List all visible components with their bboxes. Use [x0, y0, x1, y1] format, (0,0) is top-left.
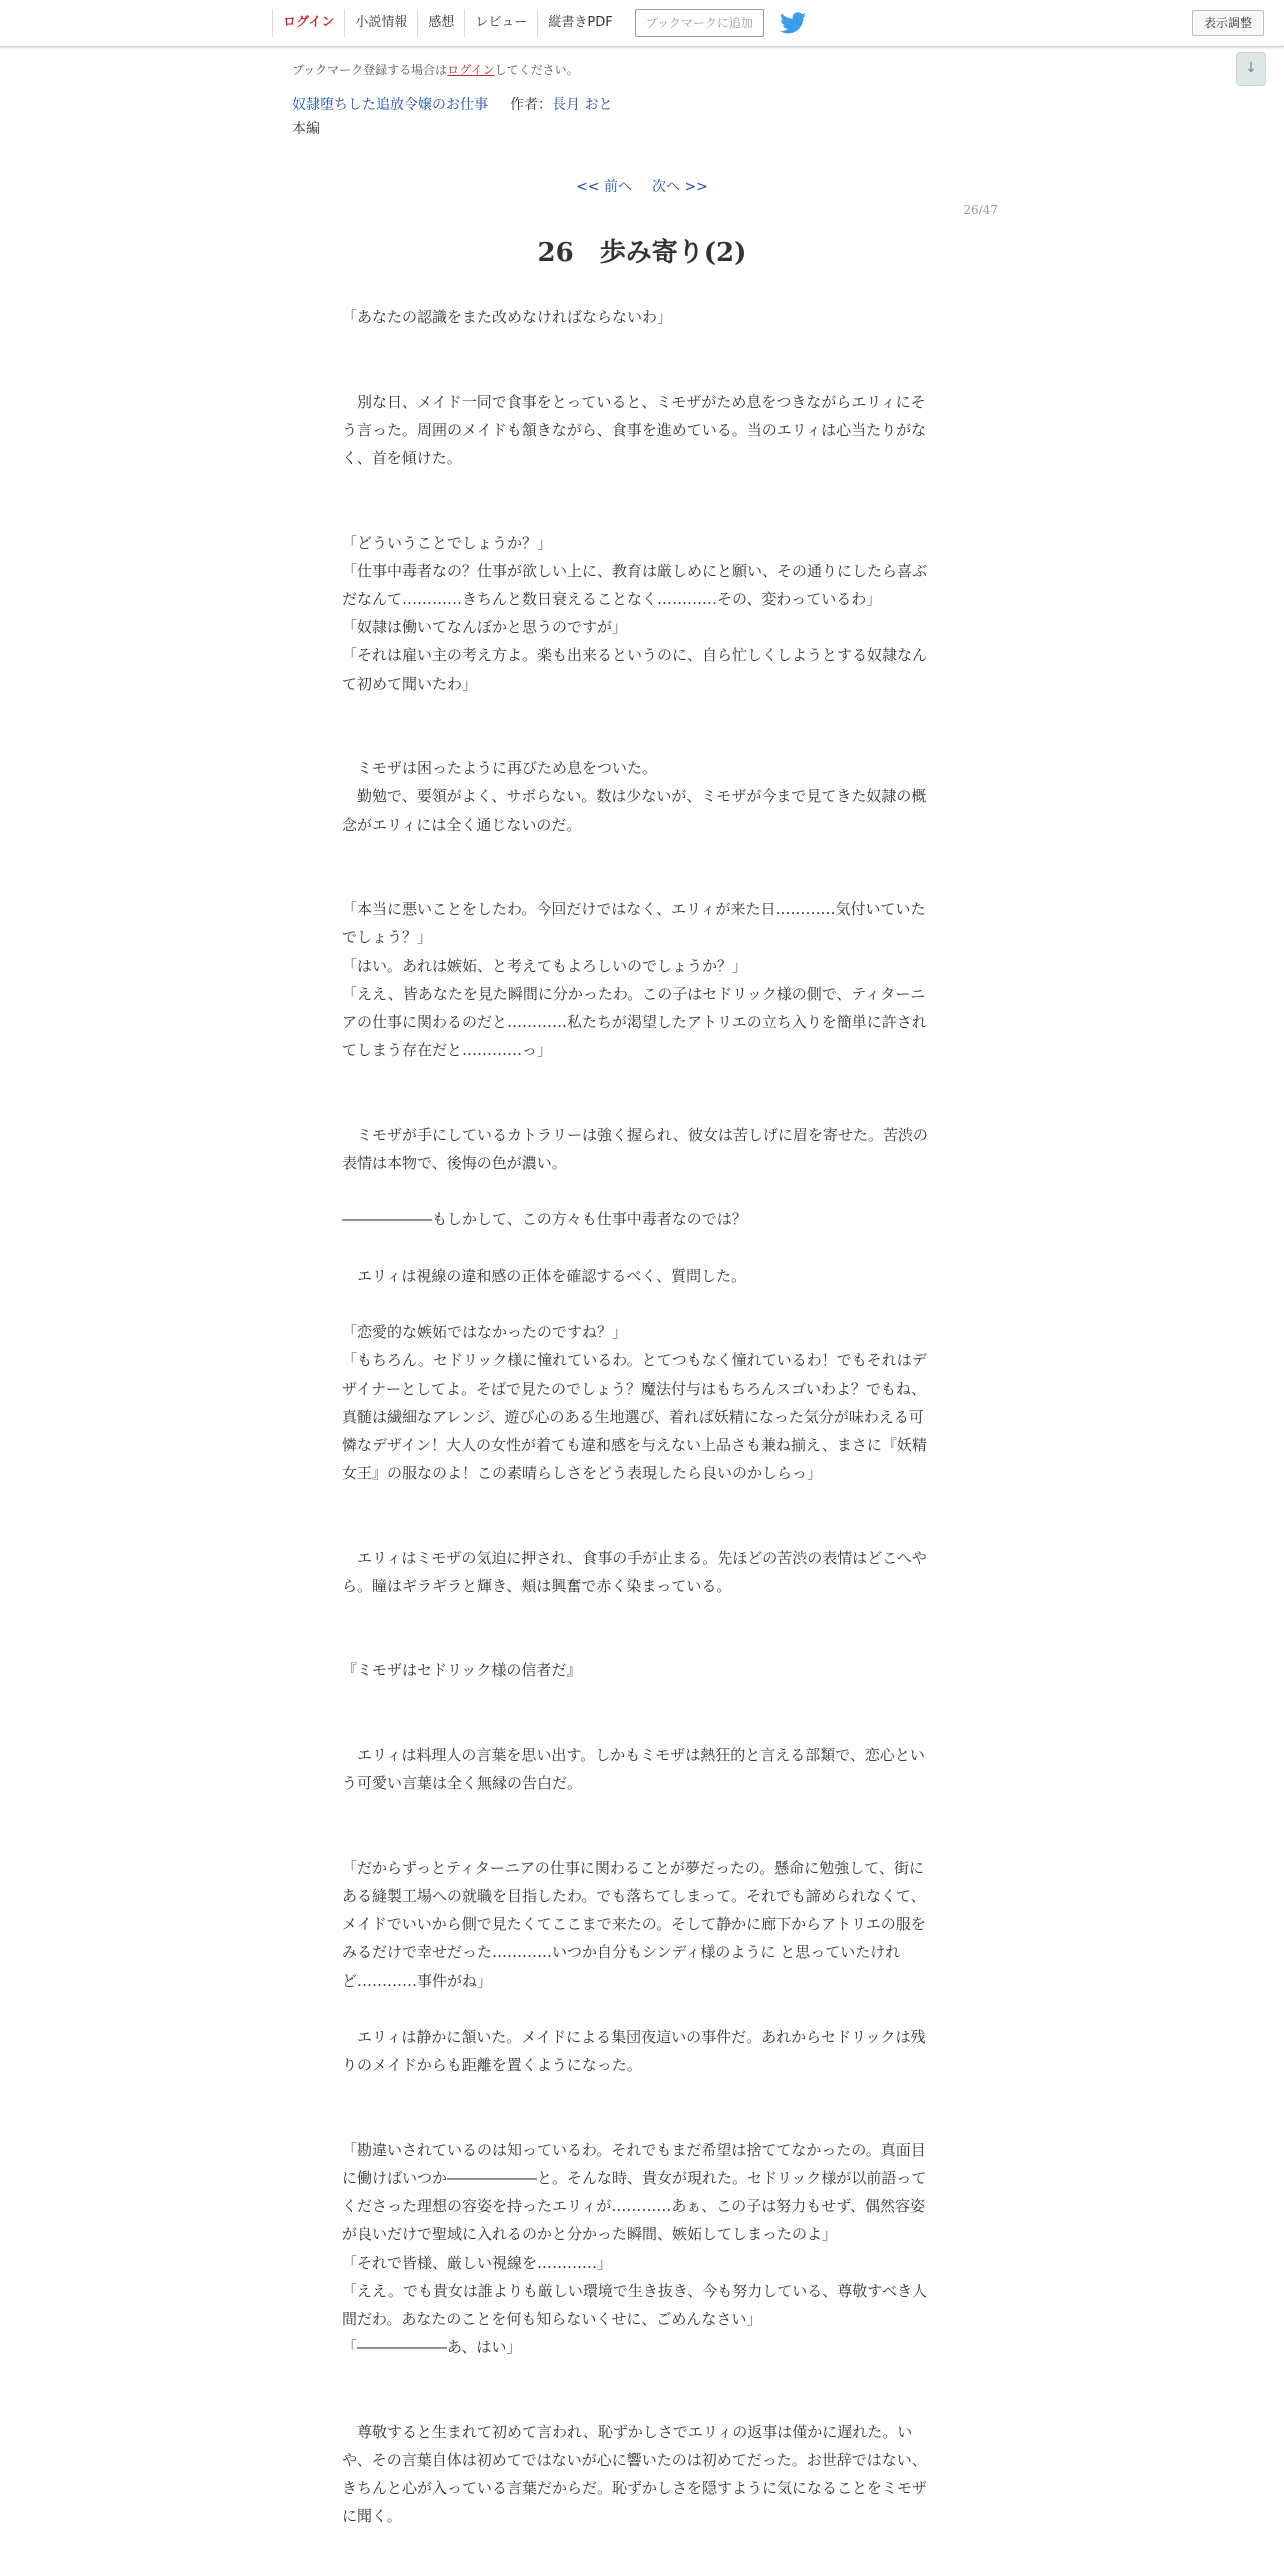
- top-navigation-bar: [0, 0, 1284, 47]
- bookmark-note-prefix: ブックマーク登録する場合は: [292, 63, 448, 77]
- chapter-section-label: 本編: [292, 121, 320, 137]
- series-line: [292, 94, 1012, 116]
- body-line: [342, 1177, 935, 1205]
- chapter-pager: [0, 176, 1284, 196]
- scroll-down-button[interactable]: [1236, 52, 1266, 86]
- bookmark-note-suffix: してください。: [494, 63, 579, 77]
- body-line: [342, 2390, 935, 2418]
- body-line: [342, 1290, 935, 1318]
- bookmark-login-note: [292, 60, 1012, 80]
- body-line: [342, 1600, 935, 1628]
- author-label: 作者：: [510, 97, 552, 113]
- next-chapter-link[interactable]: 次へ >>: [652, 179, 708, 195]
- body-line: [342, 359, 935, 387]
- body-line: [342, 726, 935, 754]
- body-line: 「それは雇い主の考え方よ。楽も出来るというのに、自ら忙しくしようとする奴隷なんて初めて聞いたわ」: [342, 646, 928, 693]
- series-title-link[interactable]: 奴隷堕ちした追放令嬢のお仕事: [292, 97, 488, 113]
- body-line: 「それで皆様、厳しい視線を…………」: [342, 2253, 613, 2272]
- body-line: [342, 698, 935, 726]
- body-line: [342, 1064, 935, 1092]
- body-line: ミモザは困ったように再びため息をついた。: [342, 759, 658, 778]
- arrow-down-icon: ↓: [1245, 60, 1257, 76]
- body-line: ――――――もしかして、この方々も仕事中毒者なのでは？: [342, 1210, 747, 1229]
- body-line: エリィはミモザの気迫に押され、食事の手が止まる。先ほどの苦渋の表情はどこへやら。瞳はギラギラと輝き、頬は興奮で赤く染まっている。: [342, 1548, 927, 1595]
- novel-header: [292, 60, 1012, 140]
- body-line: [342, 2108, 935, 2136]
- body-line: 「――――――あ、はい」: [342, 2338, 522, 2357]
- body-line: [342, 1713, 935, 1741]
- body-line: 「本当に悪いことをしたわ。今回だけではなく、エリィが来た日…………気付いていたでしょう？」: [342, 900, 926, 947]
- page-number: 26/47: [963, 203, 998, 217]
- add-bookmark-button[interactable]: ブックマークに追加: [635, 9, 764, 37]
- body-line: 「どういうことでしょうか？」: [342, 533, 553, 552]
- body-line: 「奴隷は働いてなんぼかと思うのですが」: [342, 618, 628, 637]
- twitter-bird-icon[interactable]: [780, 12, 806, 34]
- body-line: 『ミモザはセドリック様の信者だ』: [342, 1661, 582, 1680]
- body-line: [342, 1093, 935, 1121]
- body-line: エリィは視線の違和感の正体を確認するべく、質問した。: [342, 1266, 747, 1285]
- novel-body-text: [342, 303, 935, 2531]
- body-line: [342, 1234, 935, 1262]
- body-line: [342, 2361, 935, 2389]
- body-line: [342, 2079, 935, 2107]
- vertical-pdf-link[interactable]: 縦書きPDF: [537, 9, 622, 37]
- body-line: 「勘違いされているのは知っているわ。それでもまだ希望は捨ててなかったの。真面目に働けばいつか――――――と。そんな時、貴女が現れた。セドリック様が以前語ってくださった理想の容姿を持ったエリィが…………あぁ、この子は努力もせず、偶然容姿が良いだけで聖域に入れるのかと分かった瞬間、嫉妬してしまったのよ」: [342, 2140, 927, 2244]
- body-line: [342, 867, 935, 895]
- body-line: 「はい。あれは嫉妬、と考えてもよろしいのでしょうか？」: [342, 956, 748, 975]
- body-line: 「恋愛的な嫉妬ではなかったのですね？」: [342, 1323, 628, 1342]
- body-line: 「だからずっとティターニアの仕事に関わることが夢だったの。懸命に勉強して、街にある縫製工場への就職を目指したわ。でも落ちてしまって。それでも諦められなくて、メイドでいいから側で見たくてここまで来たの。そして静かに廊下からアトリエの服をみるだけで幸せだった…………いつか自分もシンディ様のように と思っていたけれど…………事件がね」: [342, 1858, 926, 1990]
- body-line: [342, 1685, 935, 1713]
- impressions-link[interactable]: 感想: [417, 9, 464, 37]
- body-line: ミモザが手にしているカトラリーは強く握られ、彼女は苦しげに眉を寄せた。苦渋の表情は本物で、後悔の色が濃い。: [342, 1125, 928, 1172]
- body-line: 「仕事中毒者なの？仕事が欲しい上に、教育は厳しめにと願い、その通りにしたら喜ぶだなんて…………きちんと数日衰えることなく…………その、変わっているわ」: [342, 561, 928, 608]
- prev-chapter-link[interactable]: << 前へ: [576, 179, 632, 195]
- body-line: 「あなたの認識をまた改めなければならないわ」: [342, 308, 673, 326]
- body-line: 勤勉で、要領がよく、サボらない。数は少ないが、ミモザが今まで見てきた奴隷の概念がエリィには全く通じないのだ。: [342, 787, 927, 834]
- author-name-link[interactable]: 長月 おと: [552, 97, 613, 113]
- review-link[interactable]: レビュー: [464, 9, 537, 37]
- body-line: [342, 472, 935, 500]
- body-line: 「もちろん。セドリック様に憧れているわ。とてつもなく憧れているわ！でもそれはデザイナーとしてよ。そばで見たのでしょう？魔法付与はもちろんスゴいわよ？でもね、真髄は繊細なアレンジ、遊び心のある生地選び、着れば妖精になった気分が味わえる可憐なデザイン！大人の女性が着ても違和感を与えない上品さも兼ね揃え、まさに『妖精女王』の服なのよ！この素晴らしさをどう表現したら良いのかしらっ」: [342, 1351, 927, 1483]
- body-line: [342, 1487, 935, 1515]
- body-line: 「ええ。でも貴女は誰よりも厳しい環境で生き抜き、今も努力している、尊敬すべき人間だわ。あなたのことを何も知らないくせに、ごめんなさい」: [342, 2281, 928, 2329]
- login-link[interactable]: ログイン: [272, 9, 344, 37]
- display-settings-button[interactable]: 表示調整: [1192, 10, 1264, 36]
- body-line: [342, 500, 935, 528]
- body-line: [342, 1995, 935, 2023]
- bookmark-login-link[interactable]: ログイン: [447, 63, 495, 77]
- body-line: [342, 1797, 935, 1825]
- body-line: [342, 1628, 935, 1656]
- main-nav: [272, 9, 806, 37]
- chapter-title: 26 歩み寄り(2): [537, 238, 747, 268]
- body-line: [342, 331, 935, 359]
- novel-info-link[interactable]: 小説情報: [344, 9, 417, 37]
- body-line: 別な日、メイド一同で食事をとっていると、ミモザがため息をつきながらエリィにそう言った。周囲のメイドも頷きながら、食事を進めている。当のエリィは心当たりがなく、首を傾けた。: [342, 392, 927, 467]
- body-line: 尊敬すると生まれて初めて言われ、恥ずかしさでエリィの返事は僅かに遅れた。いや、その言葉自体は初めてではないが心に響いたのは初めてだった。お世辞ではない、きちんと心が入っている言葉だからだ。恥ずかしさを隠すように気になることをミモザに聞く。: [342, 2422, 928, 2526]
- body-line: [342, 1826, 935, 1854]
- body-line: エリィは静かに頷いた。メイドによる集団夜這いの事件だ。あれからセドリックは残りのメイドからも距離を置くようになった。: [342, 2028, 926, 2075]
- body-line: [342, 1516, 935, 1544]
- body-line: エリィは料理人の言葉を思い出す。しかもミモザは熱狂的と言える部類で、恋心という可愛い言葉は全く無縁の告白だ。: [342, 1746, 925, 1793]
- body-line: [342, 839, 935, 867]
- body-line: 「ええ、皆あなたを見た瞬間に分かったわ。この子はセドリック様の側で、ティターニアの仕事に関わるのだと…………私たちが渇望したアトリエの立ち入りを簡単に許されてしまう存在だと…………っ」: [342, 984, 927, 1060]
